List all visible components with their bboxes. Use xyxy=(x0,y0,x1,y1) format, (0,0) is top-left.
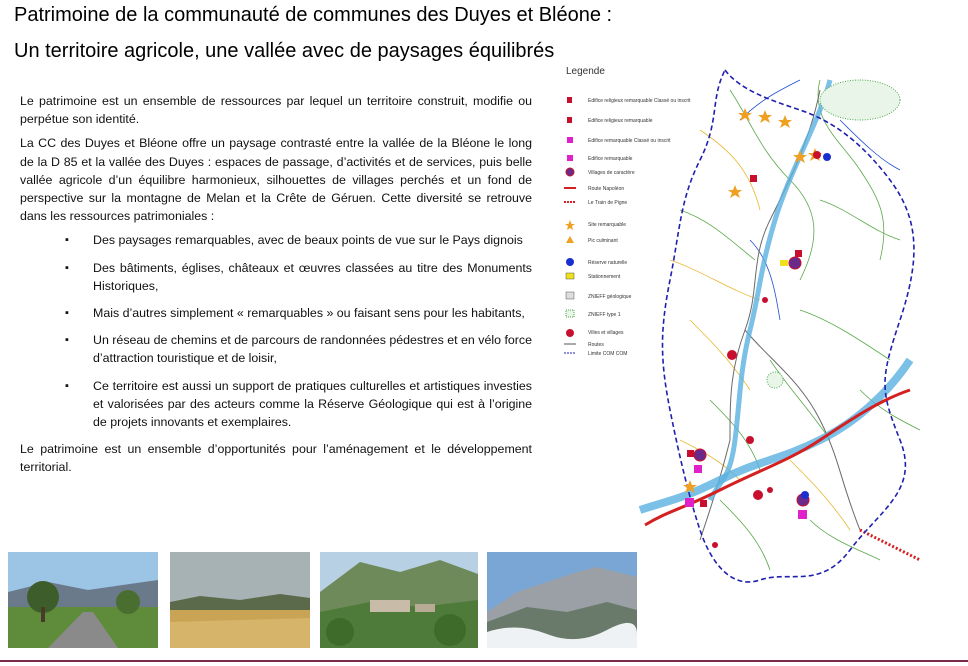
town-markers xyxy=(712,151,821,548)
legend-item: ZNIEFF type 1 xyxy=(588,312,621,318)
znieff-zone-small xyxy=(767,372,783,388)
legend-item: Pic culminant xyxy=(588,238,618,244)
roads xyxy=(700,90,860,540)
outro-paragraph: Le patrimoine est un ensemble d’opportunités pour l’aménagement et le développement territorial. xyxy=(20,442,532,475)
legend-item: Edifice remarquable Classé ou inscrit xyxy=(588,138,671,144)
parking-marker xyxy=(780,260,788,266)
page-subtitle: Un territoire agricole, une vallée avec de paysages équilibrés xyxy=(14,40,555,62)
bullet-item: ▪ Des bâtiments, églises, châteaux et œuvres classées au titre des Monuments Historiques, xyxy=(20,259,532,295)
train-line xyxy=(860,530,920,560)
bullet-item: ▪ Un réseau de chemins et de parcours de randonnées pédestres et en vélo force d’attraction touristique et de loisir, xyxy=(20,331,532,367)
legend-symbols xyxy=(564,97,576,353)
legend-item: Réserve naturelle xyxy=(588,260,628,266)
legend-item: ZNIEFF géologique xyxy=(588,294,632,300)
intro-paragraph-2: La CC des Duyes et Bléone offre un paysage contrasté entre la vallée de la Bléone le long de la D 85 et la vallée des Duyes : espaces de passage, d’activités et de services, puis belle vallée agricole d’un équilibre harmonieux, silhouettes de villages perchés et un fond de perspective sur la montagne de Melan et la Crête de Géruen. Cette diversité se retrouve dans les ressources patrimoniales : xyxy=(20,136,532,224)
legend-item: Le Train de Pigne xyxy=(588,200,628,206)
intro-paragraph-1: Le patrimoine est un ensemble de ressources par lequel un territoire construit, modifie ou perpétue son identité. xyxy=(20,94,532,127)
photo-mountain-view xyxy=(487,552,637,648)
legend-item: Limite COM COM xyxy=(588,351,628,357)
legend-title: Legende xyxy=(566,66,605,77)
legend-item: Stationnement xyxy=(588,274,621,280)
legend-item: Villages de caractère xyxy=(588,170,635,176)
photo-wheat-field xyxy=(170,552,310,648)
legend-item: Route Napoléon xyxy=(588,186,625,192)
znieff-zone xyxy=(820,80,900,120)
legend-item: Edifice religieux remarquable xyxy=(588,118,653,124)
page-title: Patrimoine de la communauté de communes des Duyes et Bléone : xyxy=(14,4,613,26)
legend-item: Edifice religieux remarquable Classé ou inscrit xyxy=(588,98,691,104)
duyes-river xyxy=(710,80,830,500)
bullet-item: ▪ Ce territoire est aussi un support de pratiques culturelles et artistiques investies et valorisées par des acteurs comme la Réserve Géologique qui est à l’origine de projets innovants et exemplaires. xyxy=(20,377,532,432)
photo-perched-village xyxy=(320,552,478,648)
legend-item: Villes et villages xyxy=(588,330,624,336)
legend-item: Edifice remarquable xyxy=(588,156,633,162)
bullet-item: ▪ Mais d’autres simplement « remarquables » ou faisant sens pour les habitants, xyxy=(20,304,532,322)
legend-item: Routes xyxy=(588,342,604,348)
body-text xyxy=(20,92,532,483)
legend-item: Site remarquable xyxy=(588,222,627,228)
bullet-list xyxy=(20,231,532,431)
bullet-item: ▪ Des paysages remarquables, avec de beaux points de vue sur le Pays dignois xyxy=(20,231,532,249)
bottom-divider xyxy=(0,660,968,662)
photo-road-landscape xyxy=(8,552,158,648)
